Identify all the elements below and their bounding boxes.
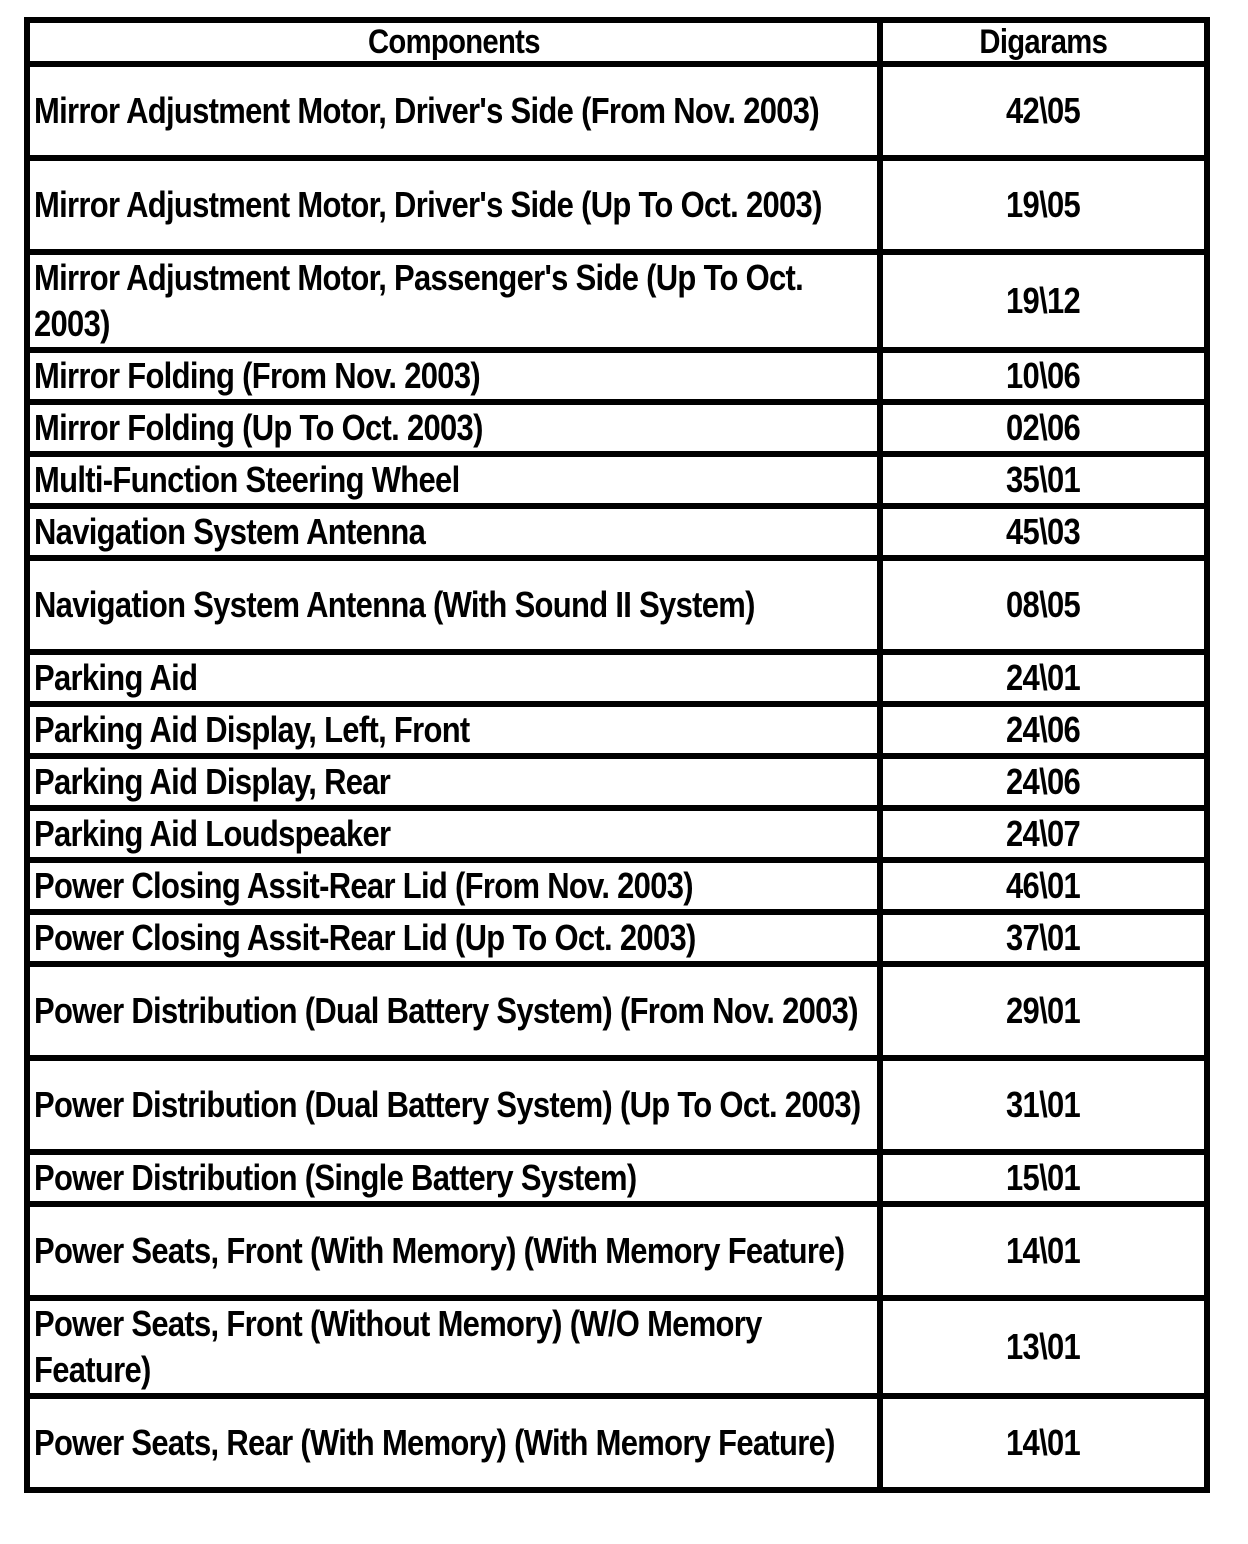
diagrams-header: Digarams (880, 20, 1207, 64)
table-body (27, 64, 1207, 1490)
component-cell (27, 964, 880, 1058)
table-row (27, 454, 1207, 506)
component-cell (27, 1396, 880, 1490)
diagram-cell (880, 704, 1207, 756)
component-name: Power Distribution (Dual Battery System) (Up To Oct. 2003) (34, 1084, 861, 1125)
diagram-cell (880, 454, 1207, 506)
diagram-number: 24\01 (1006, 657, 1081, 698)
table-row (27, 756, 1207, 808)
component-cell (27, 652, 880, 704)
table-row (27, 1152, 1207, 1204)
table-row (27, 558, 1207, 652)
component-name: Power Closing Assit-Rear Lid (Up To Oct. 2003) (34, 917, 696, 958)
diagram-cell (880, 350, 1207, 402)
components-table (24, 17, 1210, 1493)
component-name: Navigation System Antenna (With Sound II System) (34, 584, 755, 625)
table-row (27, 652, 1207, 704)
table-row (27, 912, 1207, 964)
diagram-cell (880, 1204, 1207, 1298)
component-name: Multi-Function Steering Wheel (34, 459, 460, 500)
component-name: Parking Aid (34, 657, 198, 698)
component-cell (27, 158, 880, 252)
diagram-cell (880, 558, 1207, 652)
component-cell (27, 1058, 880, 1152)
component-name: Power Seats, Front (With Memory) (With Memory Feature) (34, 1230, 845, 1271)
component-cell (27, 860, 880, 912)
table-row (27, 808, 1207, 860)
table-row (27, 252, 1207, 350)
component-cell (27, 756, 880, 808)
component-cell (27, 64, 880, 158)
table-row (27, 64, 1207, 158)
component-cell (27, 558, 880, 652)
diagram-cell (880, 1152, 1207, 1204)
diagram-number: 37\01 (1006, 917, 1081, 958)
diagram-cell (880, 1396, 1207, 1490)
diagram-cell (880, 402, 1207, 454)
component-name: Navigation System Antenna (34, 511, 426, 552)
diagram-number: 02\06 (1006, 407, 1081, 448)
diagram-number: 14\01 (1006, 1230, 1081, 1271)
component-name: Parking Aid Display, Rear (34, 761, 391, 802)
table-row (27, 860, 1207, 912)
component-cell (27, 1152, 880, 1204)
diagram-cell (880, 652, 1207, 704)
diagram-cell (880, 158, 1207, 252)
diagram-number: 19\05 (1006, 184, 1081, 225)
table-row (27, 704, 1207, 756)
diagram-cell (880, 506, 1207, 558)
diagram-number: 46\01 (1006, 865, 1081, 906)
diagram-number: 35\01 (1006, 459, 1081, 500)
table-row (27, 402, 1207, 454)
header-row (27, 20, 1207, 64)
diagram-cell (880, 808, 1207, 860)
diagram-cell (880, 756, 1207, 808)
diagram-number: 42\05 (1006, 90, 1081, 131)
component-name: Power Seats, Front (Without Memory) (W/O Memory Feature) (34, 1303, 762, 1390)
diagram-number: 24\06 (1006, 761, 1081, 802)
diagram-cell (880, 64, 1207, 158)
component-cell (27, 704, 880, 756)
components-header: Components (27, 20, 880, 64)
diagram-cell (880, 1298, 1207, 1396)
diagram-cell (880, 1058, 1207, 1152)
diagram-number: 24\07 (1006, 813, 1081, 854)
diagram-number: 45\03 (1006, 511, 1081, 552)
component-cell (27, 1204, 880, 1298)
component-name: Power Distribution (Single Battery System) (34, 1157, 637, 1198)
diagram-cell (880, 252, 1207, 350)
component-cell (27, 506, 880, 558)
diagram-number: 19\12 (1006, 280, 1081, 321)
table-row (27, 1298, 1207, 1396)
component-name: Mirror Folding (Up To Oct. 2003) (34, 407, 483, 448)
component-name: Power Distribution (Dual Battery System) (From Nov. 2003) (34, 990, 858, 1031)
diagram-number: 24\06 (1006, 709, 1081, 750)
component-name: Mirror Adjustment Motor, Passenger's Side (Up To Oct. 2003) (34, 257, 804, 344)
component-cell (27, 402, 880, 454)
component-cell (27, 1298, 880, 1396)
component-name: Mirror Folding (From Nov. 2003) (34, 355, 480, 396)
table-row (27, 350, 1207, 402)
diagram-number: 13\01 (1006, 1326, 1081, 1367)
component-cell (27, 252, 880, 350)
table-row (27, 158, 1207, 252)
table-row (27, 1204, 1207, 1298)
diagram-cell (880, 912, 1207, 964)
diagram-number: 31\01 (1006, 1084, 1081, 1125)
component-name: Power Seats, Rear (With Memory) (With Memory Feature) (34, 1422, 835, 1463)
component-name: Mirror Adjustment Motor, Driver's Side (From Nov. 2003) (34, 90, 819, 131)
diagram-number: 15\01 (1006, 1157, 1081, 1198)
table-row (27, 506, 1207, 558)
component-name: Mirror Adjustment Motor, Driver's Side (Up To Oct. 2003) (34, 184, 822, 225)
component-name: Power Closing Assit-Rear Lid (From Nov. 2003) (34, 865, 693, 906)
diagram-cell (880, 860, 1207, 912)
table-row (27, 1058, 1207, 1152)
component-cell (27, 912, 880, 964)
diagram-number: 29\01 (1006, 990, 1081, 1031)
diagram-number: 10\06 (1006, 355, 1081, 396)
component-cell (27, 454, 880, 506)
table-row (27, 1396, 1207, 1490)
component-cell (27, 808, 880, 860)
component-name: Parking Aid Display, Left, Front (34, 709, 470, 750)
diagram-cell (880, 964, 1207, 1058)
component-name: Parking Aid Loudspeaker (34, 813, 391, 854)
table-row (27, 964, 1207, 1058)
diagram-number: 14\01 (1006, 1422, 1081, 1463)
component-cell (27, 350, 880, 402)
diagram-number: 08\05 (1006, 584, 1081, 625)
